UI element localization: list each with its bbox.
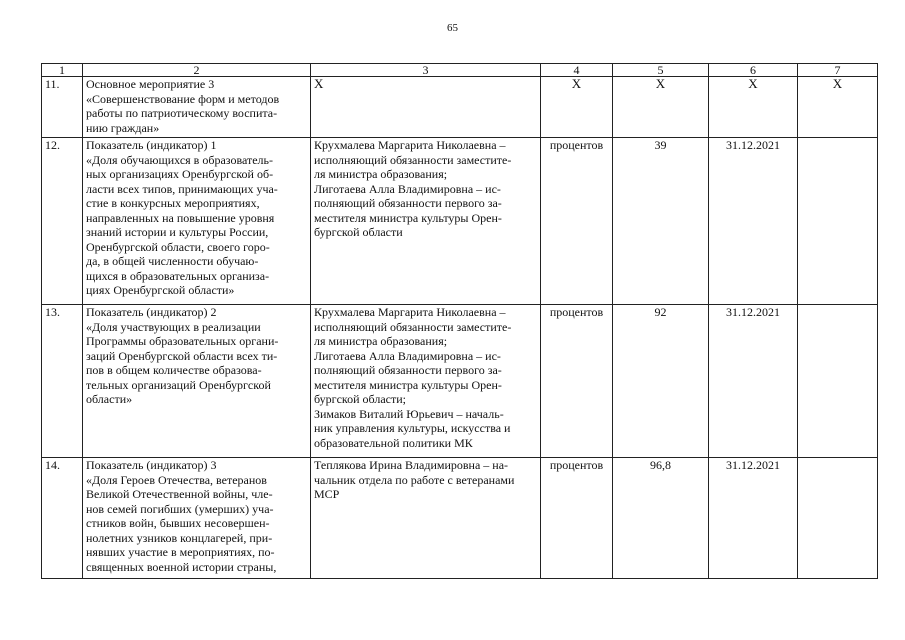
row-unit: процентов (541, 305, 613, 458)
table-row (42, 458, 878, 579)
header-cell-5: 5 (613, 64, 709, 77)
row-number: 14. (42, 458, 83, 579)
header-cell-1: 1 (42, 64, 83, 77)
row-name: Показатель (индикатор) 2 «Доля участвующих в реализации Программы образовательных органи- заций Оренбургской области всех ти- пов в общем количестве образова- тельных организаций Оренбургской области» (83, 305, 311, 458)
table-row (42, 138, 878, 305)
row-responsible: Х (311, 77, 541, 138)
row-col7 (798, 458, 878, 579)
header-cell-2: 2 (83, 64, 311, 77)
row-date: Х (709, 77, 798, 138)
header-cell-4: 4 (541, 64, 613, 77)
row-value: 92 (613, 305, 709, 458)
header-cell-3: 3 (311, 64, 541, 77)
row-number: 11. (42, 77, 83, 138)
table-row (42, 305, 878, 458)
row-col7 (798, 305, 878, 458)
row-number: 12. (42, 138, 83, 305)
row-name: Показатель (индикатор) 1 «Доля обучающихся в образователь- ных организациях Оренбургской об- ласти всех типов, принимающих уча- стие в конкурсных мероприятиях, направленных на повышение уровня знаний истории и культуры России, Оренбургской области, своего горо- да, в общей численности обучаю- щихся в образовательных организа- циях Оренбургской области» (83, 138, 311, 305)
header-cell-7: 7 (798, 64, 878, 77)
row-value: Х (613, 77, 709, 138)
row-value: 96,8 (613, 458, 709, 579)
row-name: Основное мероприятие 3 «Совершенствование форм и методов работы по патриотическому воспита- нию граждан» (83, 77, 311, 138)
row-unit: процентов (541, 458, 613, 579)
row-number: 13. (42, 305, 83, 458)
row-col7 (798, 138, 878, 305)
indicators-table (41, 63, 878, 579)
row-unit: Х (541, 77, 613, 138)
row-col7: Х (798, 77, 878, 138)
table-row (42, 77, 878, 138)
page-number: 65 (447, 22, 458, 34)
header-cell-6: 6 (709, 64, 798, 77)
row-date: 31.12.2021 (709, 305, 798, 458)
row-name: Показатель (индикатор) 3 «Доля Героев Отечества, ветеранов Великой Отечественной войны, чле- нов семей погибших (умерших) уча- стников войн, бывших несовершен- нолетних узников концлагерей, при- нявших участие в мероприятиях, по- священных военной истории страны, (86, 458, 277, 574)
table-header-row (42, 64, 878, 77)
row-value: 39 (613, 138, 709, 305)
row-date: 31.12.2021 (709, 458, 798, 579)
row-date: 31.12.2021 (709, 138, 798, 305)
row-responsible: Крухмалева Маргарита Николаевна – исполняющий обязанности заместите- ля министра образования; Лиготаева Алла Владимировна – ис- полняющий обязанности первого за- местителя министра культуры Орен- бургской области; Зимаков Виталий Юрьевич – началь- ник управления культуры, искусства и образовательной политики МК (311, 305, 541, 458)
row-responsible: Теплякова Ирина Владимировна – на- чальник отдела по работе с ветеранами МСР (311, 458, 541, 579)
row-responsible: Крухмалева Маргарита Николаевна – исполняющий обязанности заместите- ля министра образования; Лиготаева Алла Владимировна – ис- полняющий обязанности первого за- местителя министра культуры Орен- бургской области (311, 138, 541, 305)
row-unit: процентов (541, 138, 613, 305)
